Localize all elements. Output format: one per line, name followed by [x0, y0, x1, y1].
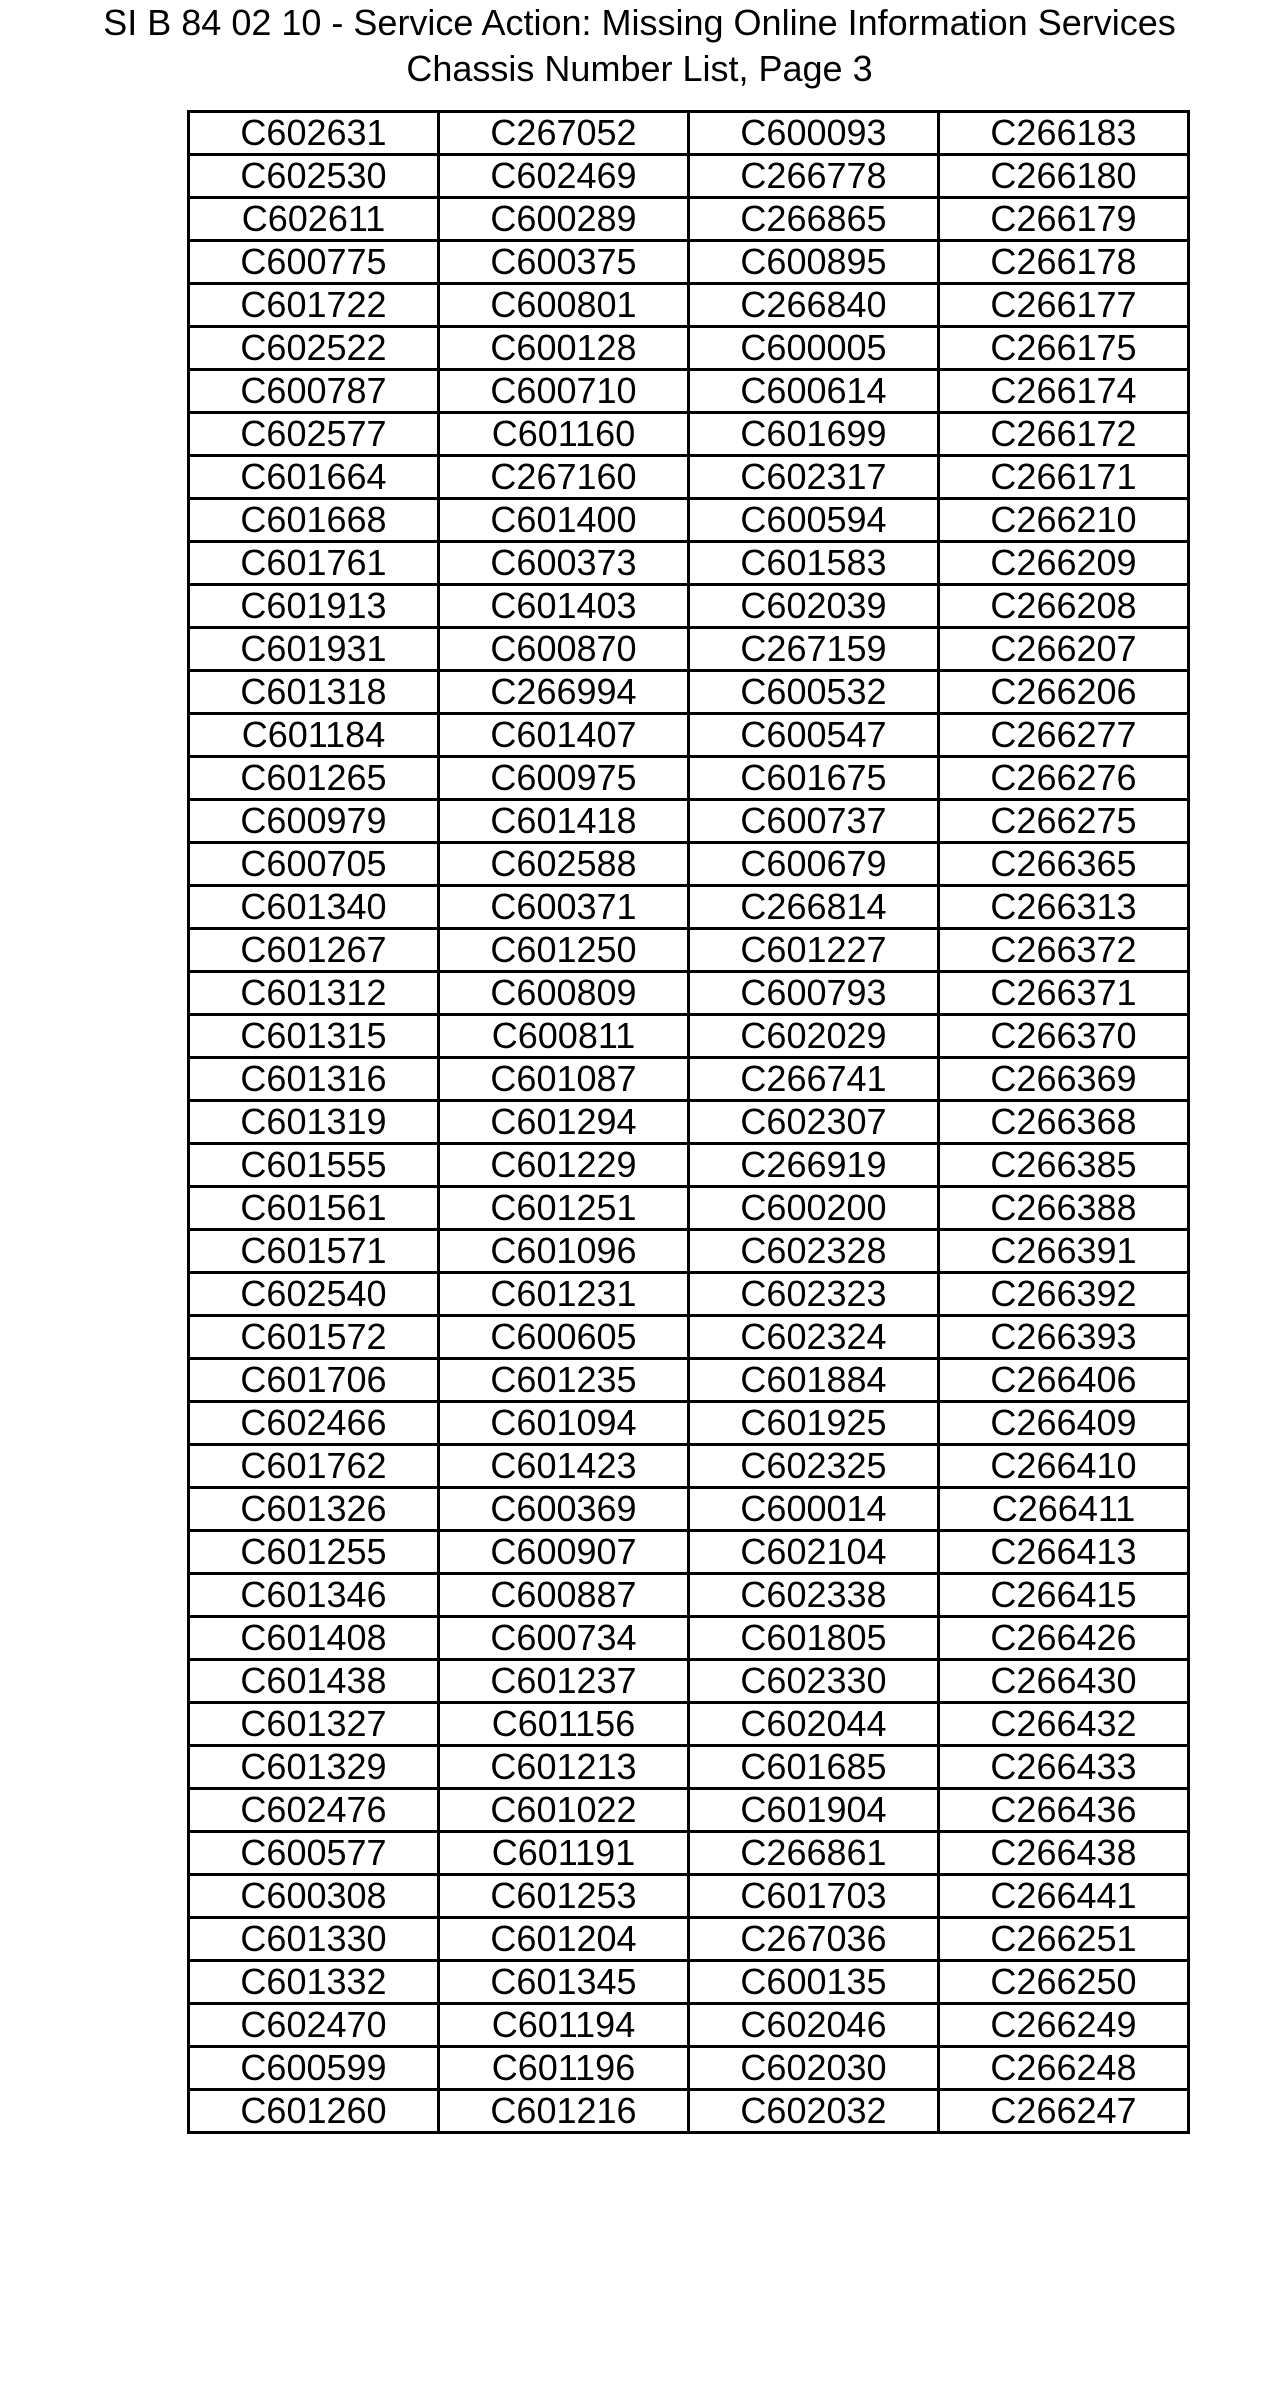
- chassis-number-cell: C601194: [439, 2004, 689, 2047]
- chassis-number-cell: C266814: [689, 886, 939, 929]
- chassis-number-cell: C601403: [439, 585, 689, 628]
- chassis-number-cell: C266174: [939, 370, 1189, 413]
- chassis-number-cell: C266840: [689, 284, 939, 327]
- table-row: [189, 585, 1189, 628]
- chassis-number-cell: C602323: [689, 1273, 939, 1316]
- chassis-number-cell: C266206: [939, 671, 1189, 714]
- chassis-number-cell: C601318: [189, 671, 439, 714]
- chassis-number-cell: C601668: [189, 499, 439, 542]
- chassis-number-cell: C601255: [189, 1531, 439, 1574]
- chassis-number-cell: C266430: [939, 1660, 1189, 1703]
- chassis-number-cell: C601761: [189, 542, 439, 585]
- table-row: [189, 671, 1189, 714]
- chassis-number-cell: C600705: [189, 843, 439, 886]
- chassis-number-cell: C601664: [189, 456, 439, 499]
- chassis-number-cell: C600811: [439, 1015, 689, 1058]
- table-row: [189, 112, 1189, 155]
- chassis-number-cell: C601096: [439, 1230, 689, 1273]
- chassis-number-cell: C266209: [939, 542, 1189, 585]
- chassis-table-body: [189, 112, 1189, 2133]
- table-row: [189, 327, 1189, 370]
- chassis-number-cell: C601407: [439, 714, 689, 757]
- chassis-number-cell: C601250: [439, 929, 689, 972]
- chassis-number-cell: C601231: [439, 1273, 689, 1316]
- chassis-number-cell: C601237: [439, 1660, 689, 1703]
- table-row: [189, 542, 1189, 585]
- chassis-number-cell: C601160: [439, 413, 689, 456]
- chassis-number-cell: C600289: [439, 198, 689, 241]
- chassis-number-cell: C601913: [189, 585, 439, 628]
- chassis-number-cell: C601294: [439, 1101, 689, 1144]
- chassis-number-cell: C601762: [189, 1445, 439, 1488]
- chassis-number-cell: C266249: [939, 2004, 1189, 2047]
- chassis-number-cell: C601196: [439, 2047, 689, 2090]
- chassis-number-cell: C266275: [939, 800, 1189, 843]
- chassis-number-cell: C602325: [689, 1445, 939, 1488]
- chassis-number-cell: C602328: [689, 1230, 939, 1273]
- chassis-number-cell: C601400: [439, 499, 689, 542]
- chassis-number-cell: C266178: [939, 241, 1189, 284]
- chassis-number-cell: C601235: [439, 1359, 689, 1402]
- chassis-number-cell: C600532: [689, 671, 939, 714]
- chassis-number-cell: C266385: [939, 1144, 1189, 1187]
- chassis-number-cell: C266276: [939, 757, 1189, 800]
- chassis-number-cell: C266436: [939, 1789, 1189, 1832]
- chassis-number-cell: C266393: [939, 1316, 1189, 1359]
- chassis-number-cell: C266251: [939, 1918, 1189, 1961]
- chassis-number-cell: C601213: [439, 1746, 689, 1789]
- chassis-number-cell: C266861: [689, 1832, 939, 1875]
- table-row: [189, 499, 1189, 542]
- chassis-number-cell: C602029: [689, 1015, 939, 1058]
- chassis-number-cell: C266369: [939, 1058, 1189, 1101]
- table-row: [189, 1703, 1189, 1746]
- chassis-number-cell: C600975: [439, 757, 689, 800]
- chassis-number-cell: C601330: [189, 1918, 439, 1961]
- chassis-number-cell: C266406: [939, 1359, 1189, 1402]
- table-row: [189, 1402, 1189, 1445]
- chassis-number-cell: C601703: [689, 1875, 939, 1918]
- chassis-number-cell: C266171: [939, 456, 1189, 499]
- chassis-number-cell: C602032: [689, 2090, 939, 2133]
- chassis-number-cell: C600809: [439, 972, 689, 1015]
- chassis-number-cell: C600895: [689, 241, 939, 284]
- table-row: [189, 1488, 1189, 1531]
- chassis-number-cell: C600093: [689, 112, 939, 155]
- chassis-number-cell: C601675: [689, 757, 939, 800]
- chassis-number-cell: C601332: [189, 1961, 439, 2004]
- table-row: [189, 1875, 1189, 1918]
- chassis-number-cell: C266415: [939, 1574, 1189, 1617]
- chassis-number-cell: C602577: [189, 413, 439, 456]
- chassis-number-cell: C266388: [939, 1187, 1189, 1230]
- chassis-number-cell: C602039: [689, 585, 939, 628]
- chassis-number-cell: C266172: [939, 413, 1189, 456]
- table-row: [189, 1144, 1189, 1187]
- chassis-number-cell: C601561: [189, 1187, 439, 1230]
- chassis-number-cell: C601884: [689, 1359, 939, 1402]
- table-row: [189, 1230, 1189, 1273]
- table-row: [189, 1574, 1189, 1617]
- table-row: [189, 1101, 1189, 1144]
- chassis-number-cell: C602317: [689, 456, 939, 499]
- chassis-number-cell: C600614: [689, 370, 939, 413]
- chassis-number-cell: C601315: [189, 1015, 439, 1058]
- chassis-number-cell: C602330: [689, 1660, 939, 1703]
- chassis-number-cell: C266432: [939, 1703, 1189, 1746]
- chassis-number-cell: C266175: [939, 327, 1189, 370]
- chassis-number-cell: C266413: [939, 1531, 1189, 1574]
- chassis-number-cell: C602476: [189, 1789, 439, 1832]
- chassis-number-cell: C601229: [439, 1144, 689, 1187]
- table-row: [189, 1531, 1189, 1574]
- chassis-number-cell: C266207: [939, 628, 1189, 671]
- chassis-number-cell: C266392: [939, 1273, 1189, 1316]
- table-row: [189, 1961, 1189, 2004]
- chassis-number-cell: C602044: [689, 1703, 939, 1746]
- chassis-number-cell: C600200: [689, 1187, 939, 1230]
- chassis-number-cell: C266994: [439, 671, 689, 714]
- chassis-number-cell: C602540: [189, 1273, 439, 1316]
- chassis-number-cell: C601251: [439, 1187, 689, 1230]
- chassis-number-cell: C602631: [189, 112, 439, 155]
- chassis-number-cell: C266919: [689, 1144, 939, 1187]
- chassis-number-cell: C266365: [939, 843, 1189, 886]
- chassis-number-cell: C266250: [939, 1961, 1189, 2004]
- chassis-number-cell: C600005: [689, 327, 939, 370]
- chassis-number-cell: C601327: [189, 1703, 439, 1746]
- chassis-number-cell: C600599: [189, 2047, 439, 2090]
- chassis-number-cell: C601316: [189, 1058, 439, 1101]
- chassis-number-cell: C601260: [189, 2090, 439, 2133]
- chassis-number-cell: C600787: [189, 370, 439, 413]
- table-row: [189, 800, 1189, 843]
- chassis-number-cell: C266441: [939, 1875, 1189, 1918]
- chassis-number-cell: C601418: [439, 800, 689, 843]
- chassis-number-cell: C602530: [189, 155, 439, 198]
- chassis-number-cell: C600737: [689, 800, 939, 843]
- document-subtitle: Chassis Number List, Page 3: [406, 48, 873, 89]
- table-row: [189, 413, 1189, 456]
- chassis-number-cell: C601931: [189, 628, 439, 671]
- chassis-number-cell: C600375: [439, 241, 689, 284]
- document-header: [0, 0, 1279, 92]
- chassis-number-cell: C600577: [189, 1832, 439, 1875]
- chassis-number-cell: C600870: [439, 628, 689, 671]
- chassis-number-cell: C266179: [939, 198, 1189, 241]
- chassis-number-cell: C602611: [189, 198, 439, 241]
- chassis-number-cell: C600979: [189, 800, 439, 843]
- chassis-number-cell: C600887: [439, 1574, 689, 1617]
- table-row: [189, 155, 1189, 198]
- chassis-number-cell: C267159: [689, 628, 939, 671]
- chassis-number-cell: C266208: [939, 585, 1189, 628]
- table-row: [189, 886, 1189, 929]
- chassis-number-cell: C601408: [189, 1617, 439, 1660]
- chassis-number-cell: C600369: [439, 1488, 689, 1531]
- chassis-number-cell: C266210: [939, 499, 1189, 542]
- chassis-number-cell: C600594: [689, 499, 939, 542]
- chassis-number-cell: C601319: [189, 1101, 439, 1144]
- chassis-number-cell: C266409: [939, 1402, 1189, 1445]
- chassis-number-cell: C601094: [439, 1402, 689, 1445]
- table-row: [189, 1015, 1189, 1058]
- chassis-number-cell: C266865: [689, 198, 939, 241]
- table-row: [189, 241, 1189, 284]
- table-row: [189, 1359, 1189, 1402]
- chassis-number-cell: C601265: [189, 757, 439, 800]
- chassis-number-cell: C601253: [439, 1875, 689, 1918]
- table-row: [189, 370, 1189, 413]
- chassis-number-cell: C601087: [439, 1058, 689, 1101]
- chassis-number-cell: C602307: [689, 1101, 939, 1144]
- chassis-number-cell: C600128: [439, 327, 689, 370]
- table-row: [189, 1273, 1189, 1316]
- chassis-number-cell: C266183: [939, 112, 1189, 155]
- chassis-number-cell: C600907: [439, 1531, 689, 1574]
- table-row: [189, 1660, 1189, 1703]
- chassis-number-cell: C602030: [689, 2047, 939, 2090]
- chassis-number-cell: C601805: [689, 1617, 939, 1660]
- chassis-number-cell: C600710: [439, 370, 689, 413]
- table-row: [189, 2090, 1189, 2133]
- chassis-number-cell: C601722: [189, 284, 439, 327]
- chassis-number-cell: C600801: [439, 284, 689, 327]
- table-row: [189, 1445, 1189, 1488]
- chassis-number-cell: C600679: [689, 843, 939, 886]
- chassis-number-cell: C266248: [939, 2047, 1189, 2090]
- chassis-number-cell: C266370: [939, 1015, 1189, 1058]
- table-row: [189, 714, 1189, 757]
- chassis-number-cell: C601438: [189, 1660, 439, 1703]
- chassis-number-cell: C601227: [689, 929, 939, 972]
- chassis-number-cell: C266313: [939, 886, 1189, 929]
- chassis-number-cell: C266433: [939, 1746, 1189, 1789]
- chassis-number-cell: C601571: [189, 1230, 439, 1273]
- chassis-number-cell: C602470: [189, 2004, 439, 2047]
- table-row: [189, 198, 1189, 241]
- chassis-number-cell: C267052: [439, 112, 689, 155]
- chassis-number-cell: C266368: [939, 1101, 1189, 1144]
- table-row: [189, 1187, 1189, 1230]
- chassis-number-cell: C600775: [189, 241, 439, 284]
- table-row: [189, 1058, 1189, 1101]
- chassis-number-cell: C600014: [689, 1488, 939, 1531]
- chassis-number-cell: C266391: [939, 1230, 1189, 1273]
- chassis-number-cell: C601699: [689, 413, 939, 456]
- chassis-number-cell: C602104: [689, 1531, 939, 1574]
- chassis-table-container: [187, 110, 1190, 2134]
- chassis-number-cell: C601340: [189, 886, 439, 929]
- chassis-number-cell: C266411: [939, 1488, 1189, 1531]
- chassis-number-cell: C600371: [439, 886, 689, 929]
- table-row: [189, 2004, 1189, 2047]
- chassis-number-cell: C602466: [189, 1402, 439, 1445]
- chassis-number-cell: C601184: [189, 714, 439, 757]
- chassis-number-cell: C601572: [189, 1316, 439, 1359]
- chassis-number-cell: C266371: [939, 972, 1189, 1015]
- table-row: [189, 1832, 1189, 1875]
- chassis-number-table: [187, 110, 1190, 2134]
- chassis-number-cell: C266741: [689, 1058, 939, 1101]
- document-title: SI B 84 02 10 - Service Action: Missing Online Information Services: [103, 2, 1176, 43]
- table-row: [189, 1617, 1189, 1660]
- chassis-number-cell: C266426: [939, 1617, 1189, 1660]
- table-row: [189, 1789, 1189, 1832]
- chassis-number-cell: C601555: [189, 1144, 439, 1187]
- chassis-number-cell: C601326: [189, 1488, 439, 1531]
- chassis-number-cell: C266778: [689, 155, 939, 198]
- chassis-number-cell: C602469: [439, 155, 689, 198]
- chassis-number-cell: C601925: [689, 1402, 939, 1445]
- table-row: [189, 1918, 1189, 1961]
- chassis-number-cell: C601583: [689, 542, 939, 585]
- chassis-number-cell: C601191: [439, 1832, 689, 1875]
- chassis-number-cell: C601346: [189, 1574, 439, 1617]
- table-row: [189, 1316, 1189, 1359]
- chassis-number-cell: C602522: [189, 327, 439, 370]
- chassis-number-cell: C602324: [689, 1316, 939, 1359]
- chassis-number-cell: C602046: [689, 2004, 939, 2047]
- chassis-number-cell: C266180: [939, 155, 1189, 198]
- chassis-number-cell: C266410: [939, 1445, 1189, 1488]
- chassis-number-cell: C600135: [689, 1961, 939, 2004]
- chassis-number-cell: C601685: [689, 1746, 939, 1789]
- table-row: [189, 2047, 1189, 2090]
- chassis-number-cell: C266277: [939, 714, 1189, 757]
- table-row: [189, 1746, 1189, 1789]
- chassis-number-cell: C266438: [939, 1832, 1189, 1875]
- chassis-number-cell: C266372: [939, 929, 1189, 972]
- chassis-number-cell: C601156: [439, 1703, 689, 1746]
- chassis-number-cell: C601267: [189, 929, 439, 972]
- chassis-number-cell: C267160: [439, 456, 689, 499]
- chassis-number-cell: C602338: [689, 1574, 939, 1617]
- table-row: [189, 972, 1189, 1015]
- table-row: [189, 628, 1189, 671]
- chassis-number-cell: C601312: [189, 972, 439, 1015]
- chassis-number-cell: C601345: [439, 1961, 689, 2004]
- chassis-number-cell: C601329: [189, 1746, 439, 1789]
- chassis-number-cell: C600547: [689, 714, 939, 757]
- chassis-number-cell: C601022: [439, 1789, 689, 1832]
- chassis-number-cell: C602588: [439, 843, 689, 886]
- chassis-number-cell: C266247: [939, 2090, 1189, 2133]
- table-row: [189, 456, 1189, 499]
- chassis-number-cell: C600308: [189, 1875, 439, 1918]
- table-row: [189, 284, 1189, 327]
- table-row: [189, 929, 1189, 972]
- chassis-number-cell: C600605: [439, 1316, 689, 1359]
- chassis-number-cell: C601423: [439, 1445, 689, 1488]
- chassis-number-cell: C600734: [439, 1617, 689, 1660]
- table-row: [189, 757, 1189, 800]
- chassis-number-cell: C600793: [689, 972, 939, 1015]
- chassis-number-cell: C601706: [189, 1359, 439, 1402]
- chassis-number-cell: C600373: [439, 542, 689, 585]
- chassis-number-cell: C267036: [689, 1918, 939, 1961]
- table-row: [189, 843, 1189, 886]
- chassis-number-cell: C266177: [939, 284, 1189, 327]
- chassis-number-cell: C601216: [439, 2090, 689, 2133]
- chassis-number-cell: C601204: [439, 1918, 689, 1961]
- chassis-number-cell: C601904: [689, 1789, 939, 1832]
